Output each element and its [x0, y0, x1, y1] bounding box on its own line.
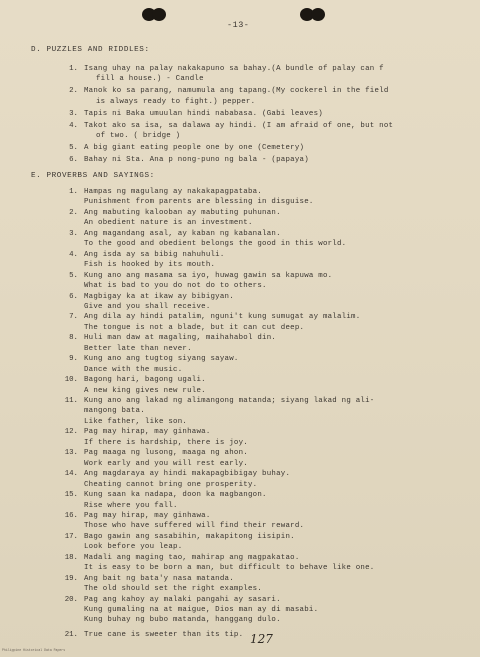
item-text-continuation: Fish is hooked by its mouth. [84, 261, 216, 270]
item-text: Madali ang maging tao, mahirap ang magpakatao. [84, 553, 300, 562]
handwritten-page-number: 127 [250, 632, 273, 646]
item-number: 21. [64, 630, 78, 639]
item-text-continuation: of two. ( bridge ) [96, 132, 181, 141]
item-text-continuation: Those who have suffered will find their reward. [84, 522, 305, 531]
punch-hole-left-2 [152, 8, 166, 21]
item-text: Ang magdaraya ay hindi makapagbibigay buhay. [84, 470, 291, 479]
item-text-continuation: A new king gives new rule. [84, 386, 206, 395]
item-number: 6. [69, 292, 78, 301]
item-number: 19. [64, 574, 78, 583]
item-text: Hampas ng magulang ay nakakapagpataba. [84, 188, 263, 196]
item-text: Ang dila ay hindi patalim, nguni't kung sumugat ay malalim. [84, 313, 361, 322]
item-text: Kung saan ka nadapa, doon ka magbangon. [84, 491, 267, 500]
item-number: 7. [69, 313, 78, 322]
item-text: Bahay ni Sta. Ana p nong-puno ng bala - (papaya) [84, 156, 309, 165]
item-text: Magbigay ka at ikaw ay bibigyan. [84, 292, 234, 301]
item-text-continuation: Like father, like son. [84, 417, 188, 426]
item-text-continuation: Kung gumaling na at maigue, Dios man ay di masabi. [84, 606, 319, 614]
item-number: 14. [64, 470, 78, 479]
item-number: 9. [69, 355, 78, 364]
item-text-continuation: Kung buhay ng bubo matanda, hanggang dulo. [84, 616, 281, 625]
item-number: 16. [64, 511, 78, 520]
item-number: 15. [64, 491, 78, 500]
item-text: Ang isda ay sa bibig nahuhuli. [84, 250, 225, 259]
item-number: 1. [69, 188, 78, 196]
item-text-continuation: Give and you shall receive. [84, 302, 211, 311]
item-text: Ang bait ng bata'y nasa matanda. [84, 574, 234, 583]
item-number: 5. [69, 144, 78, 153]
item-text-continuation: fill a house.) - Candle [96, 75, 204, 84]
item-text: Kung ano ang lakad ng alimangong matanda; siyang lakad ng ali- [84, 397, 375, 405]
item-number: 20. [64, 595, 78, 604]
section-title: E. PROVERBS AND SAYINGS: [31, 172, 155, 180]
item-number: 4. [69, 121, 78, 130]
item-text: Kung ano ang tugtog siyang sayaw. [84, 355, 239, 364]
item-text: Ang magandang asal, ay kaban ng kabanalan. [84, 229, 281, 238]
item-text-continuation: Work early and you will rest early. [84, 459, 248, 468]
item-text-continuation: Cheating cannot bring one prosperity. [84, 480, 258, 489]
item-text: Ang mabuting kalooban ay mabuting puhunan. [84, 208, 281, 217]
item-text-continuation: Rise where you fall. [84, 501, 178, 510]
item-number: 18. [64, 553, 78, 562]
item-text: Pag ang kahoy ay malaki pangahi ay sasari. [84, 595, 281, 604]
item-text-continuation: The tongue is not a blade, but it can cut deep. [84, 323, 305, 332]
item-text: Kung ano ang masama sa iyo, huwag gawin sa kapuwa mo. [84, 271, 333, 280]
item-text: Manok ko sa parang, namumula ang tapang.(My cockerel in the field [84, 87, 389, 96]
item-text: A big giant eating people one by one (Cemetery) [84, 144, 305, 153]
item-number: 3. [69, 229, 78, 238]
item-number: 1. [69, 65, 78, 73]
item-text: True cane is sweeter than its tip. [84, 630, 244, 639]
item-text-continuation: Look before you leap. [84, 543, 183, 552]
item-text-continuation: Better late than never. [84, 344, 192, 353]
item-number: 8. [69, 334, 78, 343]
item-text: Pag maaga ng lusong, maaga ng ahon. [84, 449, 248, 458]
item-text: Bagong hari, bagong ugali. [84, 376, 206, 385]
archive-credit: Philippine Historical Data Papers [2, 648, 66, 652]
item-number: 6. [69, 156, 78, 165]
item-number: 12. [64, 428, 78, 437]
item-text: Pag may hirap, may ginhawa. [84, 428, 211, 437]
item-text: Tapis ni Baka umuulan hindi nababasa. (Gabi leaves) [84, 109, 323, 118]
item-text: Huli man daw at magaling, maihahabol din. [84, 334, 277, 343]
item-number: 13. [64, 449, 78, 458]
item-text-continuation: mangong bata. [84, 407, 145, 416]
page-number: -13- [227, 20, 250, 30]
item-text: Isang uhay na palay nakakapuno sa bahay.(A bundle of palay can f [84, 65, 384, 73]
item-text-continuation: Dance with the music. [84, 365, 183, 374]
section-title: D. PUZZLES AND RIDDLES: [31, 46, 150, 54]
item-text-continuation: To the good and obedient belongs the good in this world. [84, 240, 347, 249]
item-number: 10. [64, 376, 78, 385]
item-text: Bago gawin ang sasabihin, makapitong iisipin. [84, 532, 295, 541]
item-number: 5. [69, 271, 78, 280]
item-text: Pag may hirap, may ginhawa. [84, 511, 211, 520]
item-number: 2. [69, 87, 78, 96]
item-text-continuation: Punishment from parents are blessing in disguise. [84, 198, 314, 207]
item-text-continuation: An obedient nature is an investment. [84, 219, 253, 228]
item-number: 17. [64, 532, 78, 541]
item-number: 4. [69, 250, 78, 259]
item-text-continuation: is always ready to fight.) pepper. [96, 97, 256, 106]
item-number: 2. [69, 208, 78, 217]
item-number: 3. [69, 109, 78, 118]
item-text-continuation: If there is hardship, there is joy. [84, 438, 248, 447]
item-text-continuation: It is easy to be born a man, but difficult to behave like one. [84, 564, 375, 573]
item-text: Takot ako sa isa, sa dalawa ay hindi. (I am afraid of one, but not [84, 121, 394, 130]
item-number: 11. [64, 397, 78, 405]
punch-hole-right-2 [311, 8, 325, 21]
item-text-continuation: The old should set the right examples. [84, 585, 263, 594]
item-text-continuation: What is bad to you do not do to others. [84, 282, 267, 291]
